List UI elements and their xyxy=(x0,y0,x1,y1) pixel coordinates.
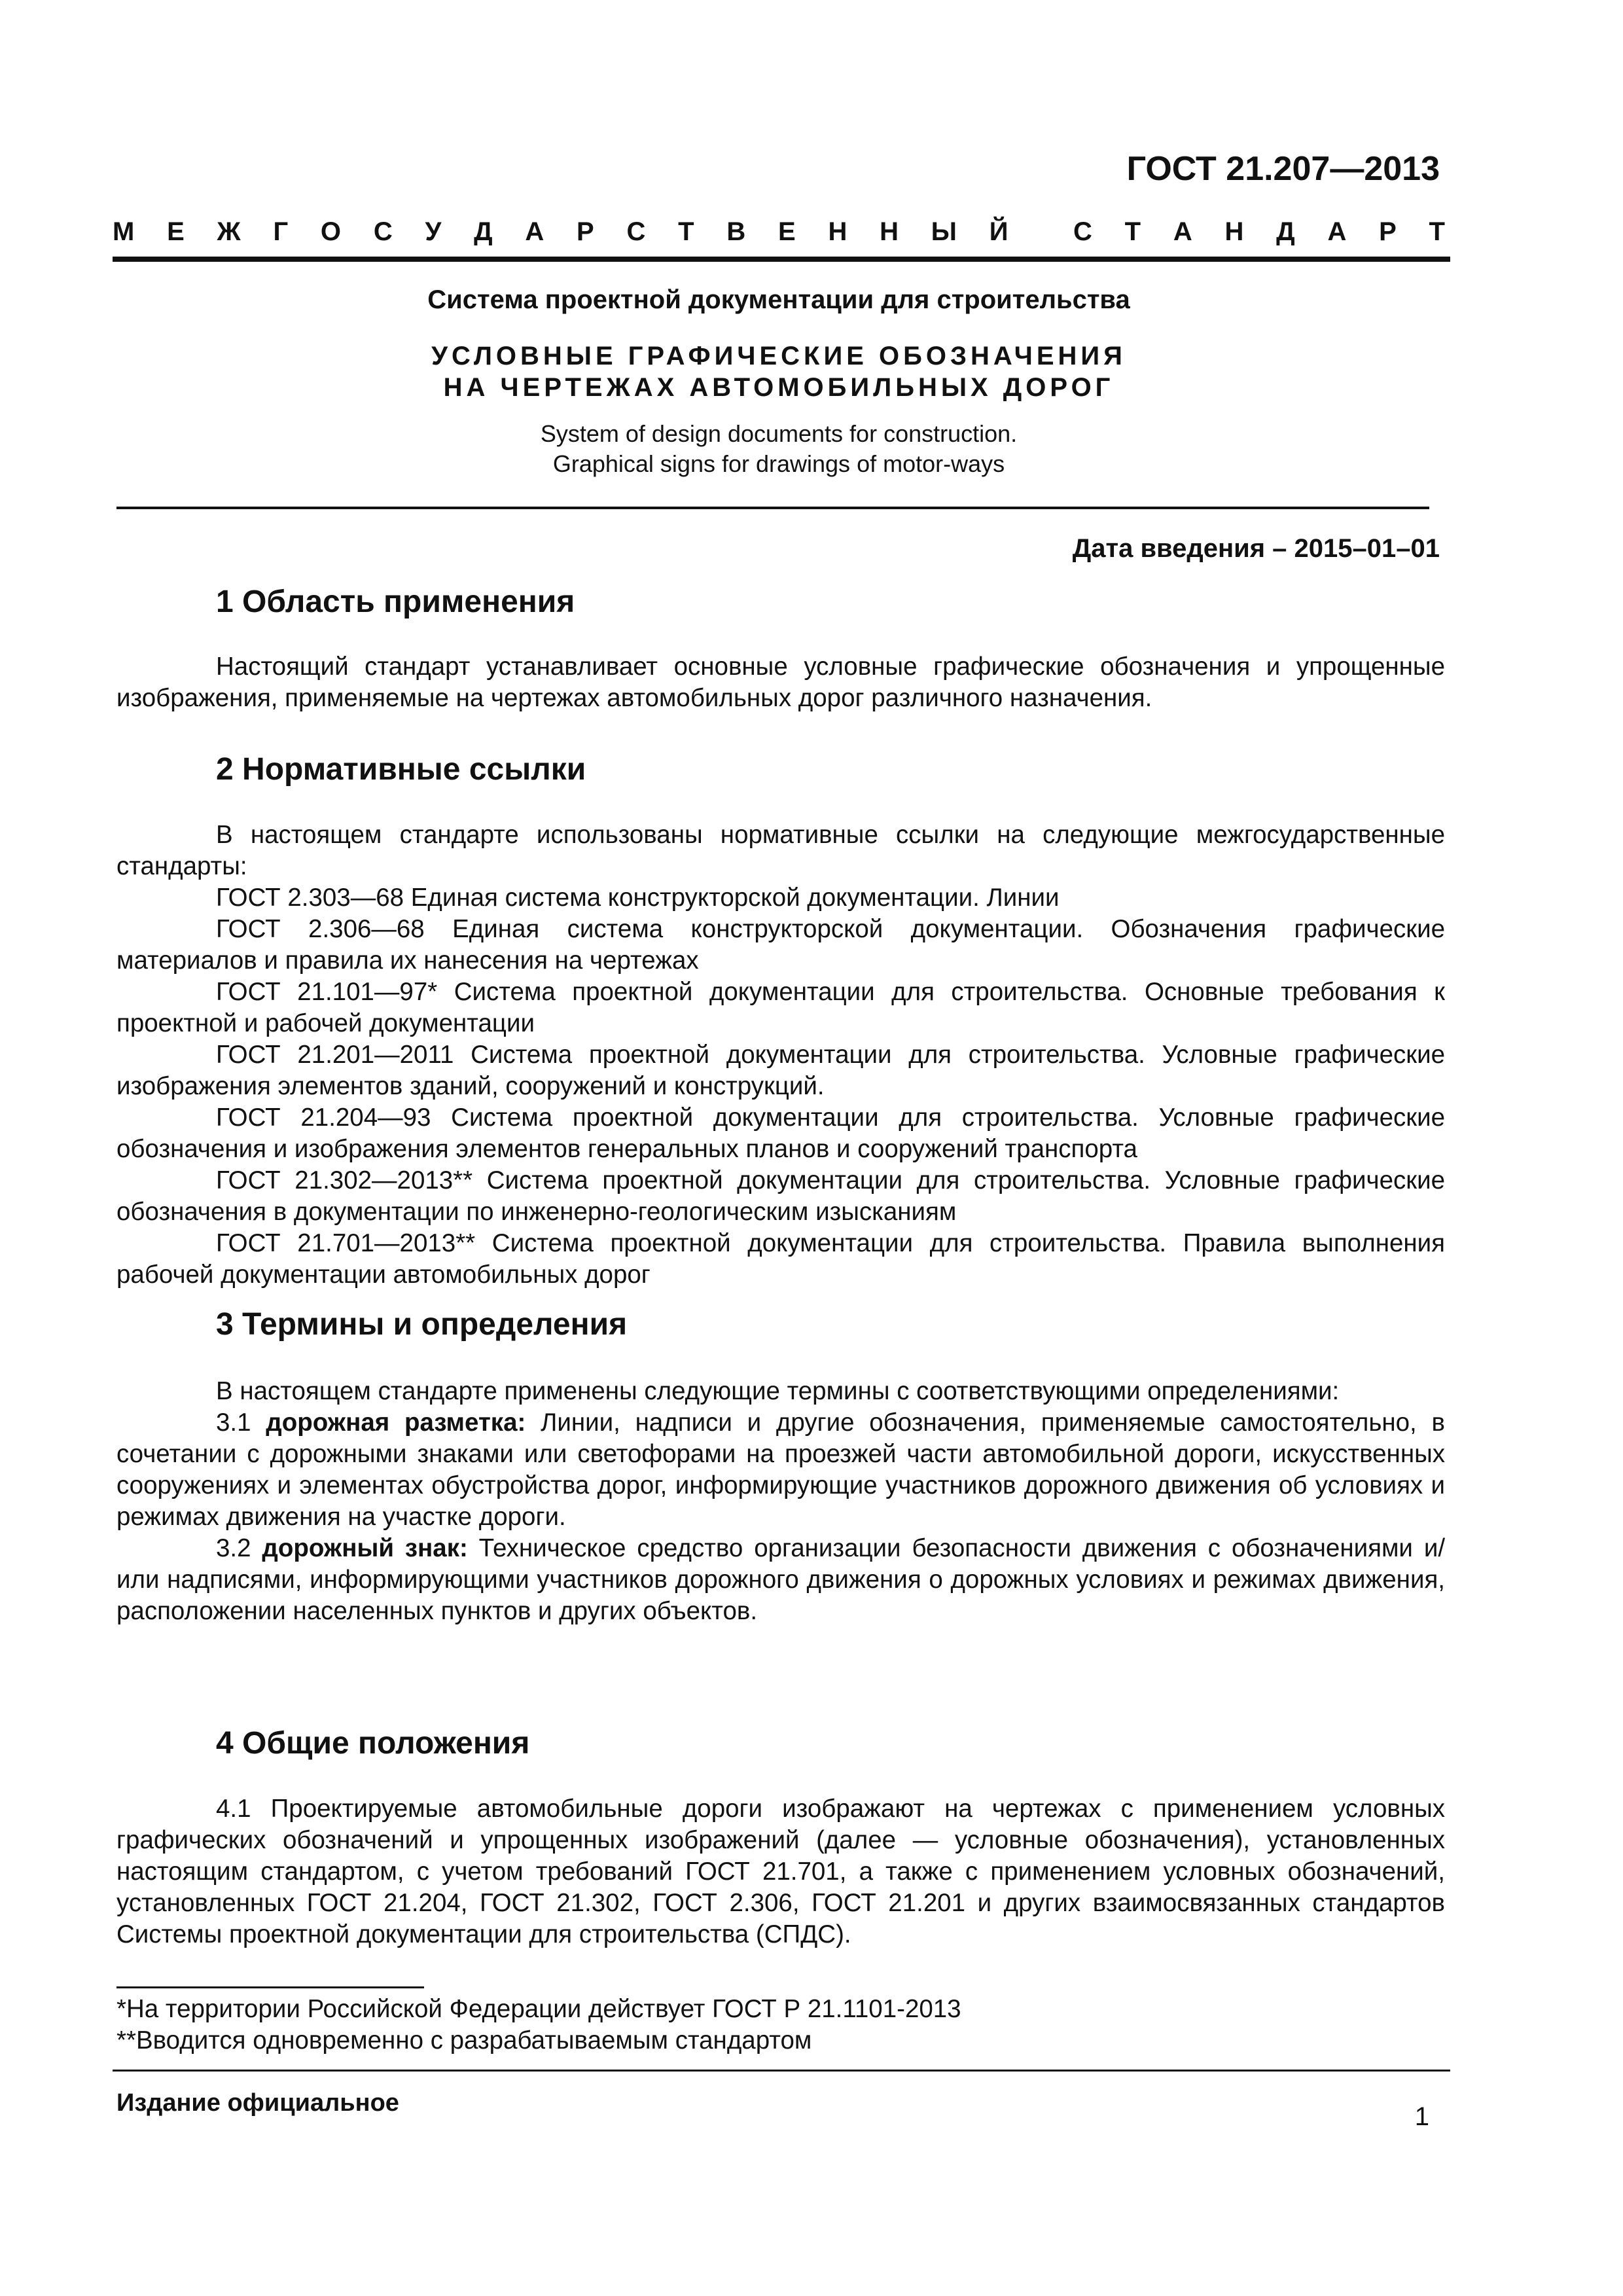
banner-letter: Р xyxy=(1379,217,1397,246)
title-en-line-2: Graphical signs for drawings of motor-ways xyxy=(552,450,1005,477)
banner-letter: Й xyxy=(989,217,1008,246)
section-4-paragraph: 4.1 Проектируемые автомобильные дороги изображают на чертежах с применением условных графических обозначений и упрощенных изображений (далее — условные обозначения), установленных настоящим стандартом, с учетом требований ГОСТ 21.701, а также с применением условных обозначений, установленных ГОСТ 21.204, ГОСТ 21.302, ГОСТ 2.306, ГОСТ 21.201 и других взаимосвязанных стандартов Системы проектной документации для строительства (СПДС). xyxy=(116,1795,1445,1948)
reference-item: ГОСТ 21.302—2013** Система проектной документации для строительства. Условные графические обозначения в документации по инженерно-геологическим изысканиям xyxy=(116,1166,1445,1226)
reference-item: ГОСТ 21.201—2011 Система проектной документации для строительства. Условные графические изображения элементов зданий, сооружений и конструкций. xyxy=(116,1041,1445,1100)
banner-letter: Н xyxy=(880,217,899,246)
footnotes xyxy=(116,1994,1445,2056)
section-4-heading: 4 Общие положения xyxy=(216,1726,530,1761)
reference-item: ГОСТ 2.303—68 Единая система конструкторской документации. Линии xyxy=(216,884,1060,912)
banner-letter: Н xyxy=(1224,217,1244,246)
banner-letter: С xyxy=(373,217,393,246)
title-rule xyxy=(116,507,1429,509)
reference-item: ГОСТ 21.101—97* Система проектной документации для строительства. Основные требования к проектной и рабочей документации xyxy=(116,978,1445,1037)
banner-letter: Д xyxy=(474,217,493,246)
banner-letter: В xyxy=(726,217,746,246)
section-4-text xyxy=(116,1793,1445,1950)
title-line-1: УСЛОВНЫЕ ГРАФИЧЕСКИЕ ОБОЗНАЧЕНИЯ xyxy=(431,342,1126,370)
banner-letter: Д xyxy=(1276,217,1295,246)
introduction-date: Дата введения – 2015–01–01 xyxy=(1072,534,1440,563)
reference-item: ГОСТ 2.306—68 Единая система конструкторской документации. Обозначения графические материалов и правила их нанесения на чертежах xyxy=(116,915,1445,975)
footnote-2: **Вводится одновременно с разрабатываемым стандартом xyxy=(116,2026,812,2054)
document-title-english xyxy=(0,419,1558,479)
banner-letter: Г xyxy=(273,217,289,246)
banner-letter: А xyxy=(1173,217,1192,246)
section-3-heading: 3 Термины и определения xyxy=(216,1307,628,1342)
term-3-2 xyxy=(116,1533,1445,1627)
interstate-standard-banner xyxy=(113,217,1445,247)
banner-letter: Н xyxy=(828,217,847,246)
banner-letter: С xyxy=(1073,217,1092,246)
banner-letter: А xyxy=(1327,217,1347,246)
banner-letter: М xyxy=(113,217,135,246)
banner-letter: Р xyxy=(577,217,594,246)
official-edition-label: Издание официальное xyxy=(116,2089,399,2117)
section-1-heading: 1 Область применения xyxy=(216,584,575,619)
term-name: дорожный знак: xyxy=(262,1534,468,1562)
document-number: ГОСТ 21.207—2013 xyxy=(1126,150,1440,188)
banner-letter: Т xyxy=(1124,217,1141,246)
footnote-separator xyxy=(116,1986,424,1988)
section-1-paragraph: Настоящий стандарт устанавливает основные условные графические обозначения и упрощенные изображения, применяемые на чертежах автомобильных дорог различного назначения. xyxy=(116,653,1445,712)
section-3-intro: В настоящем стандарте применены следующие термины с соответствующими определениями: xyxy=(216,1377,1340,1405)
section-1-text xyxy=(116,651,1445,714)
banner-letter: Е xyxy=(167,217,185,246)
term-number: 3.1 xyxy=(216,1408,266,1437)
banner-letter: О xyxy=(320,217,342,246)
banner-letter: Ы xyxy=(931,217,957,246)
document-series: Система проектной документации для строительства xyxy=(427,285,1130,314)
reference-item: ГОСТ 21.701—2013** Система проектной документации для строительства. Правила выполнения рабочей документации автомобильных дорог xyxy=(116,1229,1445,1289)
footer-rule xyxy=(113,2070,1450,2072)
title-line-2: НА ЧЕРТЕЖАХ АВТОМОБИЛЬНЫХ ДОРОГ xyxy=(443,373,1115,402)
page-number: 1 xyxy=(1414,2102,1429,2131)
term-definition: Техническое средство организации безопасности движения с обозначениями и/или надписями, информирующими участников дорожного движения о дорожных условиях и режимах движения, расположении населенных пунктов и других объектов. xyxy=(116,1534,1446,1625)
term-3-1 xyxy=(116,1407,1445,1533)
banner-letter: А xyxy=(525,217,544,246)
banner-letter: Е xyxy=(778,217,796,246)
footnote-1: *На территории Российской Федерации действует ГОСТ Р 21.1101-2013 xyxy=(116,1995,961,2023)
header-rule-thick xyxy=(113,257,1450,262)
term-definition: Линии, надписи и другие обозначения, применяемые самостоятельно, в сочетании с дорожными знаками или светофорами на проезжей части автомобильной дороги, искусственных сооружениях и элементах обустройства дорог, информирующие участников дорожного движения об условиях и режимах движения на участке дороги. xyxy=(116,1408,1445,1531)
banner-letter: Ж xyxy=(217,217,241,246)
title-en-line-1: System of design documents for construction. xyxy=(540,420,1018,447)
banner-letter: Т xyxy=(678,217,694,246)
term-number: 3.2 xyxy=(216,1534,262,1562)
document-title xyxy=(0,340,1558,403)
section-3-text xyxy=(116,1376,1445,1627)
banner-letter: У xyxy=(425,217,442,246)
section-2-heading: 2 Нормативные ссылки xyxy=(216,752,586,787)
banner-letter: Т xyxy=(1429,217,1445,246)
section-2-text xyxy=(116,819,1445,1291)
term-name: дорожная разметка: xyxy=(266,1408,526,1437)
reference-item: ГОСТ 21.204—93 Система проектной документации для строительства. Условные графические обозначения и изображения элементов генеральных планов и сооружений транспорта xyxy=(116,1103,1445,1163)
section-2-intro: В настоящем стандарте использованы нормативные ссылки на следующие межгосударственные стандарты: xyxy=(116,821,1445,880)
banner-letter: С xyxy=(626,217,646,246)
